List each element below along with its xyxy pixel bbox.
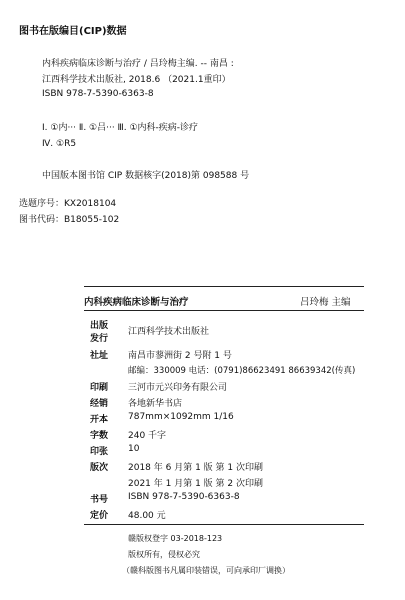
book-code: 图书代码：B18055-102: [19, 215, 120, 225]
return-notice: （赣科版图书凡属印装错误，可向承印厂调换）: [122, 566, 290, 575]
format-label: 开本: [90, 415, 109, 425]
cip-line-2: 江西科学技术出版社, 2018.6 （2021.1重印）: [42, 75, 231, 85]
edition-value-2: 2021 年 1 月第 1 版 第 2 次印刷: [128, 479, 263, 489]
topic-number: 选题序号：KX2018104: [19, 199, 117, 209]
cip-line-5: Ⅳ. ①R5: [42, 139, 77, 149]
copyright-registration: 赣版权登字 03-2018-123: [128, 534, 223, 543]
edition-value-1: 2018 年 6 月第 1 版 第 1 次印刷: [128, 463, 263, 473]
distributor-value: 各地新华书店: [128, 399, 183, 409]
book-title: 内科疾病临床诊断与治疗: [84, 297, 189, 308]
cip-line-4: Ⅰ. ①内··· Ⅱ. ①吕··· Ⅲ. ①内科-疾病-诊疗: [42, 123, 199, 133]
distributor-label: 经销: [90, 399, 109, 409]
printer-label: 印刷: [90, 383, 109, 393]
cip-header: 图书在版编目(CIP)数据: [19, 26, 127, 37]
rights-notice: 版权所有，侵权必究: [128, 550, 200, 559]
address-value: 南昌市蓼洲街 2 号附 1 号: [128, 351, 232, 361]
wordcount-value: 240 千字: [128, 431, 167, 441]
postal-value: 邮编：330009 电话：(0791)86623491 86639342(传真): [128, 366, 356, 376]
title-rule: [84, 310, 364, 311]
isbn-value: ISBN 978-7-5390-6363-8: [128, 492, 240, 502]
sheets-label: 印张: [90, 447, 109, 457]
cip-line-1: 内科疾病临床诊断与治疗 / 吕玲梅主编. -- 南昌 :: [42, 59, 234, 69]
wordcount-label: 字数: [90, 431, 109, 441]
price-label: 定价: [90, 511, 109, 521]
address-label: 社址: [90, 351, 109, 361]
publisher-value: 江西科学技术出版社: [128, 327, 210, 337]
edition-label: 版次: [90, 463, 109, 473]
cip-line-3: ISBN 978-7-5390-6363-8: [42, 89, 154, 99]
cip-line-6: 中国版本图书馆 CIP 数据核字(2018)第 098588 号: [42, 171, 250, 181]
top-rule: [84, 286, 364, 287]
publisher-label-2: 发行: [90, 334, 109, 344]
price-value: 48.00 元: [128, 511, 166, 521]
publisher-label-1: 出版: [90, 321, 109, 331]
isbn-label: 书号: [90, 495, 109, 505]
sheets-value: 10: [128, 444, 140, 454]
printer-value: 三河市元兴印务有限公司: [128, 383, 228, 393]
format-value: 787mm×1092mm 1/16: [128, 412, 234, 422]
book-author: 吕玲梅 主编: [300, 297, 351, 308]
bottom-rule: [84, 524, 364, 525]
